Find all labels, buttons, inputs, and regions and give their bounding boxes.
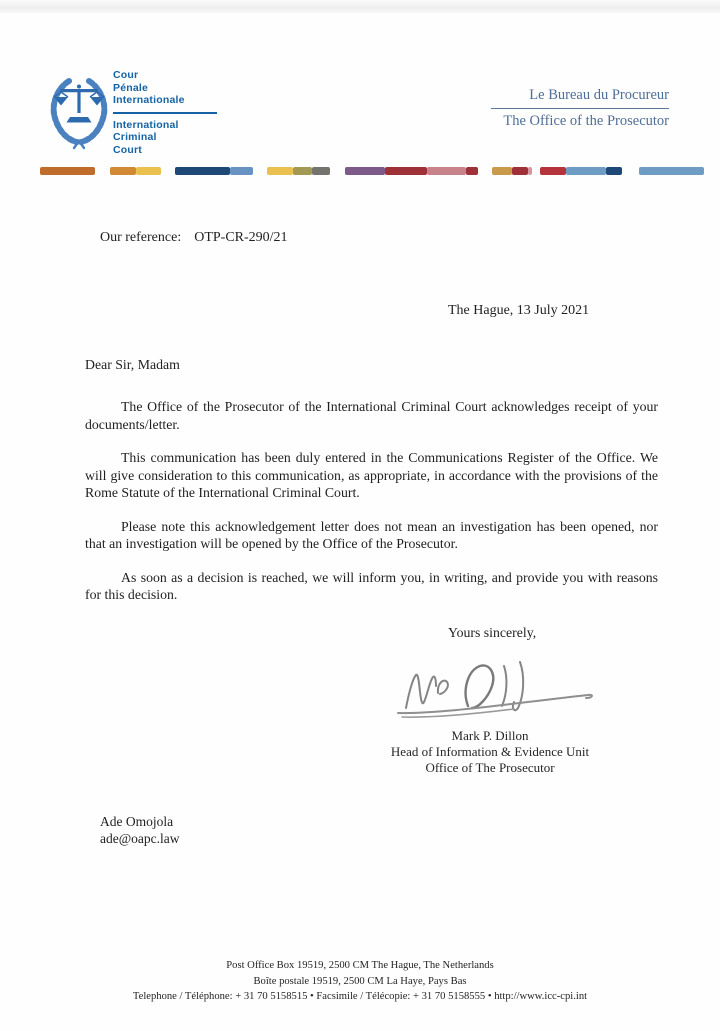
wordmark-fr-line2: Pénale: [113, 81, 149, 94]
signatory-org: Office of The Prosecutor: [425, 760, 555, 775]
footer-phone-web: Telephone / Téléphone: + 31 70 5158515 • Facsimile / Télécopie: + 31 70 5158555 • http://www.icc-cpi.int: [132, 991, 588, 1002]
reference-line: [100, 230, 288, 246]
color-bar-segment: [267, 167, 293, 175]
color-bar: [40, 167, 704, 175]
color-bar-segment: [136, 167, 161, 175]
scan-artifact-top: [0, 0, 720, 13]
reference-label: Our reference:: [100, 230, 182, 245]
signatory-name: Mark P. Dillon: [451, 728, 529, 743]
signature-scribble: [392, 652, 597, 720]
color-bar-segment: [345, 167, 385, 175]
color-bar-segment: [466, 167, 478, 175]
wordmark-divider: [113, 112, 217, 114]
color-bar-segment: [427, 167, 466, 175]
office-name-english: The Office of the Prosecutor: [503, 113, 669, 129]
dateline: The Hague, 13 July 2021: [448, 303, 590, 318]
addressee-block: [100, 814, 180, 847]
paragraph-decision: As soon as a decision is reached, we will inform you, in writing, and provide you with reasons for this decision.: [85, 569, 658, 602]
letter-body: [85, 398, 658, 620]
office-designation: [491, 86, 669, 131]
color-bar-segment: [492, 167, 512, 175]
color-bar-segment: [175, 167, 230, 175]
addressee-name: Ade Omojola: [100, 814, 174, 829]
color-bar-segment: [230, 167, 253, 175]
color-bar-segment: [528, 167, 532, 175]
paragraph-acknowledgement: The Office of the Prosecutor of the International Criminal Court acknowledges receipt of your documents/letter.: [85, 399, 658, 432]
wordmark-fr-line1: Cour: [113, 69, 139, 81]
letterhead-footer: [0, 958, 720, 1005]
color-bar-segment: [566, 167, 606, 175]
closing-salutation: Yours sincerely,: [448, 625, 537, 640]
color-bar-segment: [385, 167, 427, 175]
reference-number: OTP-CR-290/21: [194, 230, 288, 245]
footer-address-fr: Boîte postale 19519, 2500 CM La Haye, Pays Bas: [253, 975, 467, 987]
wordmark-en-line1: International: [113, 118, 179, 131]
wordmark-en-line2: Criminal: [113, 131, 157, 143]
office-name-french: Le Bureau du Procureur: [491, 86, 669, 109]
color-bar-segment: [312, 167, 330, 175]
signatory-title: Head of Information & Evidence Unit: [390, 744, 590, 759]
color-bar-segment: [293, 167, 312, 175]
color-bar-segment: [512, 167, 528, 175]
color-bar-segment: [540, 167, 566, 175]
footer-address-en: Post Office Box 19519, 2500 CM The Hague, The Netherlands: [226, 960, 494, 971]
salutation: Dear Sir, Madam: [85, 357, 180, 372]
color-bar-segment: [639, 167, 704, 175]
color-bar-segment: [40, 167, 95, 175]
signatory-block: [360, 728, 620, 776]
wordmark-en-line3: Court: [113, 143, 142, 156]
icc-wordmark: [113, 69, 217, 156]
paragraph-register: This communication has been duly entered in the Communications Register of the Office. We will give consideration to this communication, as appropriate, in accordance with the provisions of the Rome Statute of the International Criminal Court.: [85, 450, 658, 500]
color-bar-segment: [606, 167, 622, 175]
color-bar-segment: [110, 167, 136, 175]
paragraph-no-investigation: Please note this acknowledgement letter does not mean an investigation has been opened, nor that an investigation will be opened by the Office of the Prosecutor.: [85, 518, 658, 551]
addressee-email: ade@oapc.law: [100, 830, 180, 846]
icc-emblem-icon: [47, 72, 111, 152]
wordmark-fr-line3: Internationale: [113, 94, 185, 106]
